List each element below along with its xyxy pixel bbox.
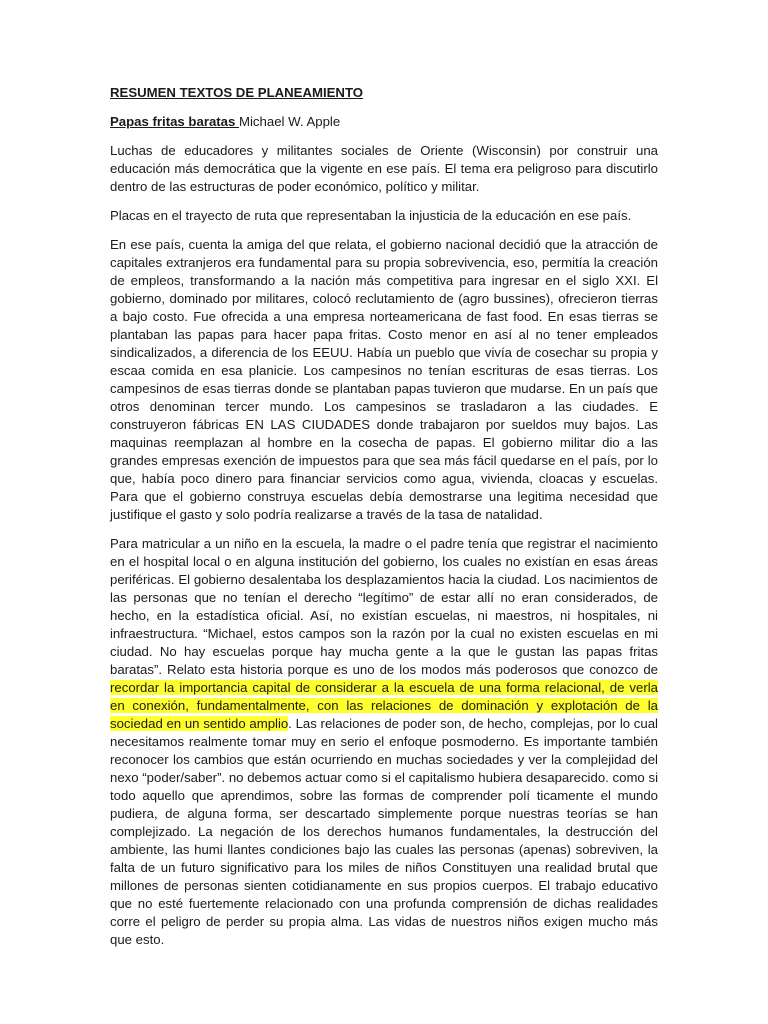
paragraph-4-text-before: Para matricular a un niño en la escuela, la madre o el padre tenía que registrar el nacimiento en el hospital local o en alguna institución del gobierno, los cuales no existían en esas áreas periféricas. El gobierno desalentaba los desplazamientos hacia la ciudad. Los nacimientos de las personas que no tenían el derecho “legítimo” de estar allí no eran considerados, de hecho, en la estadística oficial. Así, no existían escuelas, ni maestros, ni hospitales, ni infraestructura. “Michael, estos campos son la razón por la cual no existen escuelas en mi ciudad. No hay escuelas porque hay mucha gente a la que le gustan las papas fritas baratas”. Relato esta historia porque es uno de los modos más poderosos que conozco de (110, 536, 658, 677)
paragraph-1: Luchas de educadores y militantes sociales de Oriente (Wisconsin) por construir una educación más democrática que la vigente en ese país. El tema era peligroso para discutirlo dentro de las estructuras de poder económico, político y militar. (110, 143, 658, 194)
paragraph-4 (110, 535, 658, 949)
subtitle-author: Michael W. Apple (239, 114, 341, 129)
paragraph-2: Placas en el trayecto de ruta que representaban la injusticia de la educación en ese país. (110, 208, 632, 223)
subtitle-work-title: Papas fritas baratas (110, 114, 240, 129)
paragraph-3: En ese país, cuenta la amiga del que relata, el gobierno nacional decidió que la atracción de capitales extranjeros era fundamental para su propia sobrevivencia, eso, permitía la creación de empleos, transformando a la nación más competitiva para ingresar en el siglo XXI. El gobierno, dominado por militares, colocó reclutamiento de (agro bussines), ofrecieron tierras a bajo costo. Fue ofrecida a una empresa norteamericana de fast food. En esas tierras se plantaban las papas para hacer papa fritas. Costo menor en así al no tener empleados sindicalizados, a diferencia de los EEUU. Había un pueblo que vivía de cosechar su propia y escaa comida en esa planicie. Los campesinos no tenían escrituras de esas tierras. Los campesinos de esas tierras donde se plantaban papas tuvieron que mudarse. En un país que otros denominan tercer mundo. Los campesinos se trasladaron a las ciudades. E construyeron fábricas EN LAS CIUDADES donde trabajaron por sueldos muy bajos. Las maquinas reemplazan al hombre en la cosecha de papas. El gobierno militar dio a las grandes empresas exención de impuestos para que sea más fácil quedarse en el país, por lo que, había poco dinero para financiar servicios como agua, vivienda, cloacas y escuelas. Para que el gobierno construya escuelas debía demostrarse una legitima necesidad que justifique el gasto y solo podría realizarse a través de la tasa de natalidad. (110, 237, 658, 522)
document-title: RESUMEN TEXTOS DE PLANEAMIENTO (110, 85, 364, 100)
document-subtitle (110, 113, 658, 131)
paragraph-4-text-after: . Las relaciones de poder son, de hecho, complejas, por lo cual necesitamos realmente tomar muy en serio el enfoque posmoderno. Es importante también reconocer los cambios que están ocurriendo en muchas sociedades y ver la complejidad del nexo “poder/saber”. no debemos actuar como si el capitalismo hubiera desaparecido. como si todo aquello que aprendimos, sobre las formas de comprender polí ticamente el mundo pudiera, de alguna forma, ser descartado simplemente porque nuestras teorías se han complejizado. La negación de los derechos humanos fundamentales, la destrucción del ambiente, las humi llantes condiciones bajo las cuales las personas (apenas) sobreviven, la falta de un futuro significativo para los miles de niños Constituyen una realidad brutal que millones de personas sienten cotidianamente en sus propios cuerpos. El trabajo educativo que no esté fuertemente relacionado con una profunda comprensión de dichas realidades corre el peligro de perder su propia alma. Las vidas de nuestros niños exigen mucho más que esto. (110, 716, 658, 947)
document-page (110, 84, 658, 960)
highlighted-text: recordar la importancia capital de considerar a la escuela de una forma relacional, de verla en conexión, fundamentalmente, con las relaciones de dominación y explotación de la sociedad en un sentido amplio (110, 680, 658, 731)
